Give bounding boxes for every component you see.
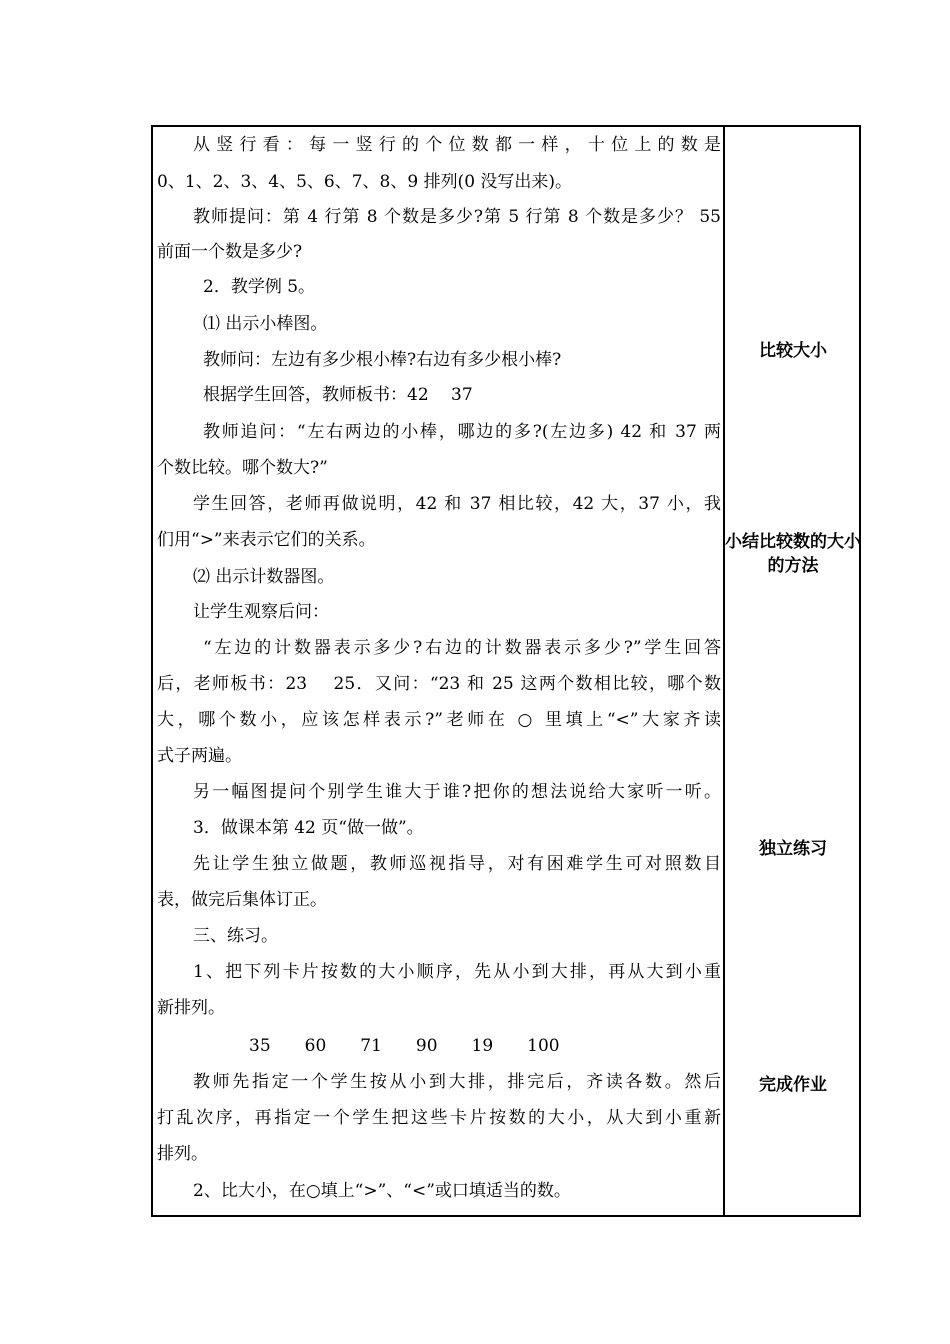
content-line: 个数比较。哪个数大?” <box>157 458 328 478</box>
content-line: 表，做完后集体订正。 <box>157 890 327 910</box>
content-line: 先让学生独立做题，教师巡视指导，对有困难学生可对照数目 <box>193 854 721 874</box>
content-line: 大，哪个数小，应该怎样表示?”老师在 ○ 里填上“<”大家齐读 <box>157 710 721 730</box>
content-line: 新排列。 <box>157 998 225 1018</box>
content-line: 教师提问：第 4 行第 8 个数是多少?第 5 行第 8 个数是多少？ 55 <box>193 207 721 227</box>
content-line: 让学生观察后问： <box>193 602 329 622</box>
side-note-compare: 比较大小 <box>759 341 827 361</box>
side-note-summary: 小结比较数的大小的方法 <box>725 532 861 576</box>
content-line: 教师追问：“左右两边的小棒，哪边的多?(左边多) 42 和 37 两 <box>203 422 721 442</box>
content-line: 根据学生回答，教师板书：42 37 <box>203 385 473 405</box>
content-line: 从竖行看：每一竖行的个位数都一样，十位上的数是 <box>193 135 721 155</box>
content-line: 0、1、2、3、4、5、6、7、8、9 排列(0 没写出来)。 <box>157 172 573 192</box>
content-line: 们用“>”来表示它们的关系。 <box>157 530 376 550</box>
content-line: 另一幅图提问个别学生谁大于谁?把你的想法说给大家听一听。 <box>193 782 721 802</box>
content-line: 学生回答，老师再做说明，42 和 37 相比较，42 大，37 小，我 <box>193 494 721 514</box>
content-line: 教师问：左边有多少根小棒?右边有多少根小棒? <box>203 350 562 370</box>
content-line: 35 60 71 90 19 100 <box>249 1036 560 1056</box>
column-divider <box>723 127 725 1215</box>
content-line: “左边的计数器表示多少?右边的计数器表示多少?”学生回答 <box>203 638 721 658</box>
lesson-table <box>151 125 861 1217</box>
content-line: 前面一个数是多少? <box>157 242 303 262</box>
content-line: 后，老师板书：23 25．又问：“23 和 25 这两个数相比较，哪个数 <box>157 674 721 694</box>
content-line: 教师先指定一个学生按从小到大排，排完后，齐读各数。然后 <box>193 1072 721 1092</box>
content-line: ⑵ 出示计数器图。 <box>193 567 335 587</box>
content-line: 式子两遍。 <box>157 746 242 766</box>
lesson-content-column <box>153 127 723 1215</box>
content-line: ⑴ 出示小棒图。 <box>203 314 328 334</box>
content-line: 排列。 <box>157 1144 208 1164</box>
content-line: 三、练习。 <box>193 926 278 946</box>
side-note-homework: 完成作业 <box>759 1075 827 1095</box>
content-line: 2、比大小，在○填上“>”、“<”或口填适当的数。 <box>193 1181 571 1201</box>
content-line: 3．做课本第 42 页“做一做”。 <box>193 818 424 838</box>
content-line: 2．教学例 5。 <box>203 277 316 297</box>
content-line: 打乱次序，再指定一个学生把这些卡片按数的大小，从大到小重新 <box>157 1108 721 1128</box>
content-line: 1、把下列卡片按数的大小顺序，先从小到大排，再从大到小重 <box>193 962 721 982</box>
side-note-practice: 独立练习 <box>759 839 827 859</box>
